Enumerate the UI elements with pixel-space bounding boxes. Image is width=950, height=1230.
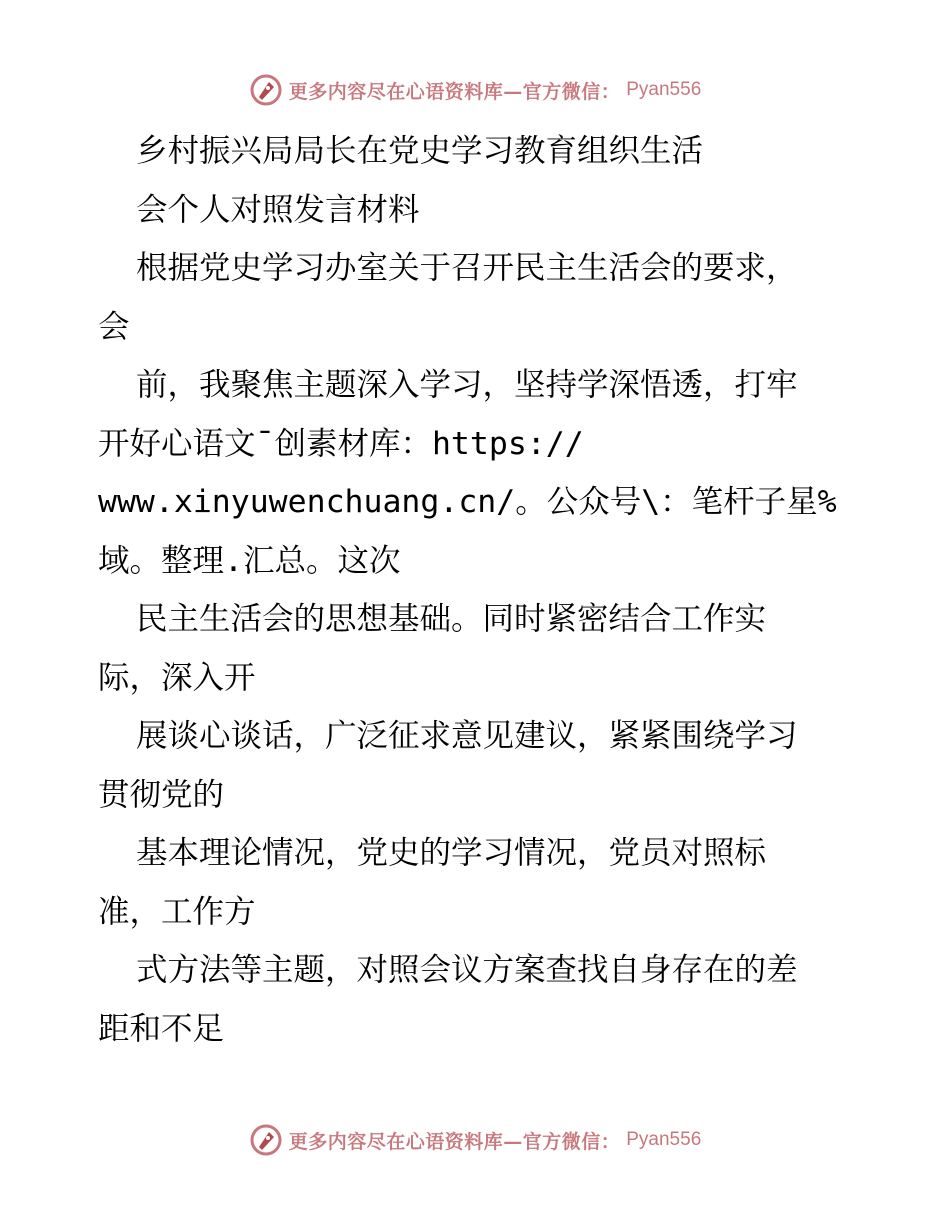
document-title-line: 会个人对照发言材料 xyxy=(136,191,420,228)
document-body xyxy=(98,122,878,1058)
paragraph-line: 开好心语文¯创素材库：https:// xyxy=(98,425,584,462)
header-banner xyxy=(0,70,950,110)
document-title-line: 乡村振兴局局长在党史学习教育组织生活 xyxy=(136,133,704,169)
paragraph-line: www.xinyuwenchuang.cn/。公众号\：笔杆子星% xyxy=(98,484,837,520)
paragraph-line: 距和不足 xyxy=(98,1010,225,1047)
pen-nib-icon xyxy=(249,73,283,107)
banner-text: 更多内容尽在心语资料库—官方微信： xyxy=(288,80,621,103)
wechat-account: Pyan556 xyxy=(626,79,702,100)
paragraph-line: 贯彻党的 xyxy=(98,776,225,813)
banner-text: 更多内容尽在心语资料库—官方微信： xyxy=(288,1130,621,1153)
footer-banner xyxy=(0,1120,950,1160)
paragraph-line: 会 xyxy=(98,308,130,345)
paragraph-line: 准，工作方 xyxy=(98,893,256,930)
paragraph-line: 基本理论情况，党史的学习情况，党员对照标 xyxy=(136,835,767,871)
paragraph-line: 展谈心谈话，广泛征求意见建议，紧紧围绕学习 xyxy=(136,718,798,754)
paragraph-line: 民主生活会的思想基础。同时紧密结合工作实 xyxy=(136,601,767,637)
wechat-account: Pyan556 xyxy=(626,1129,702,1150)
paragraph-line: 际，深入开 xyxy=(98,659,256,696)
paragraph-line: 式方法等主题，对照会议方案查找自身存在的差 xyxy=(136,952,798,988)
paragraph-line: 域。整理.汇总。这次 xyxy=(98,542,401,579)
paragraph-line: 根据党史学习办室关于召开民主生活会的要求， xyxy=(136,250,798,286)
pen-nib-icon xyxy=(249,1123,283,1157)
paragraph-line: 前，我聚焦主题深入学习，坚持学深悟透，打牢 xyxy=(136,367,798,403)
